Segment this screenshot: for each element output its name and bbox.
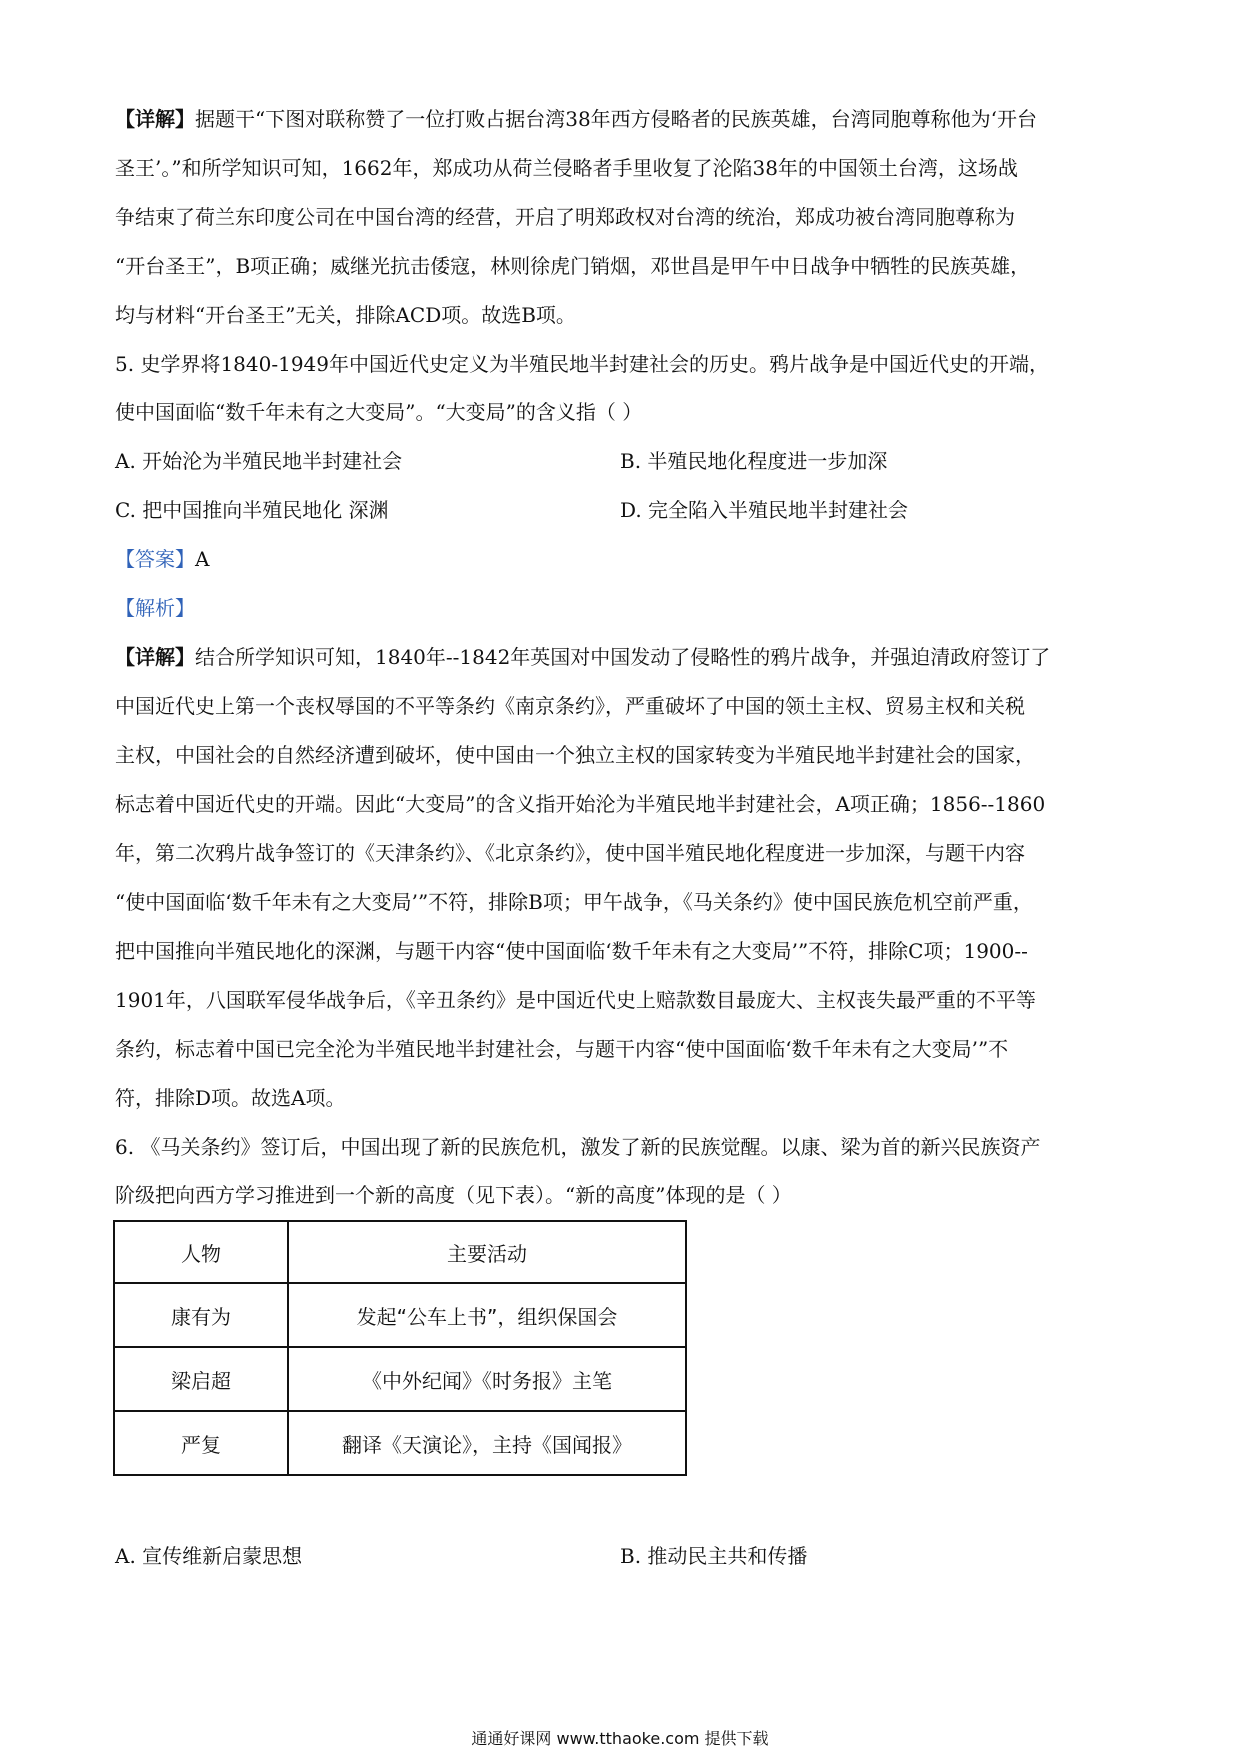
question-5-stem: 使中国面临“数千年未有之大变局”。“大变局”的含义指（ ） bbox=[115, 400, 643, 424]
footer-watermark: 通通好课网 www.tthaoke.com 提供下载 bbox=[471, 1729, 769, 1748]
detail-line: 1901年，八国联军侵华战争后，《辛丑条约》是中国近代史上赔款数目最庞大、主权丧失最严重的不平等 bbox=[115, 988, 1036, 1012]
table-cell: 发起“公车上书”，组织保国会 bbox=[288, 1283, 686, 1347]
table-cell: 康有为 bbox=[114, 1283, 288, 1347]
answer-line bbox=[115, 545, 1125, 573]
detail-line: “开台圣王”，B项正确；威继光抗击倭寇，林则徐虎门销烟，邓世昌是甲午中日战争中牺牲的民族英雄， bbox=[115, 254, 1031, 278]
question-6-stem: 6. 《马关条约》签订后，中国出现了新的民族危机，激发了新的民族觉醒。以康、梁为首的新兴民族资产 bbox=[115, 1135, 1041, 1159]
detail-line: 圣王’。”和所学知识可知，1662年，郑成功从荷兰侵略者手里收复了沦陷38年的中国领土台湾，这场战 bbox=[115, 156, 1018, 180]
analysis-tag: 【解析】 bbox=[115, 596, 195, 620]
detail-tag: 【详解】 bbox=[115, 107, 195, 131]
table-row bbox=[114, 1283, 686, 1347]
detail-line: “使中国面临‘数千年未有之大变局’”不符，排除B项；甲午战争，《马关条约》使中国民族危机空前严重， bbox=[115, 890, 1033, 914]
detail-line: 年，第二次鸦片战争签订的《天津条约》、《北京条约》，使中国半殖民地化程度进一步加深，与题干内容 bbox=[115, 841, 1025, 865]
answer-tag: 【答案】 bbox=[115, 547, 195, 571]
table-row bbox=[114, 1347, 686, 1411]
table-header-cell: 人物 bbox=[114, 1221, 288, 1283]
detail-line: 符，排除D项。故选A项。 bbox=[115, 1086, 346, 1110]
table-row bbox=[114, 1411, 686, 1475]
table-cell: 《中外纪闻》《时务报》主笔 bbox=[288, 1347, 686, 1411]
q5-option-a: A. 开始沦为半殖民地半封建社会 bbox=[115, 449, 403, 473]
detail-tag: 【详解】 bbox=[115, 645, 195, 669]
analysis-line bbox=[115, 594, 1125, 622]
q5-option-b: B. 半殖民地化程度进一步加深 bbox=[620, 449, 888, 473]
detail-line: 条约，标志着中国已完全沦为半殖民地半封建社会，与题干内容“使中国面临‘数千年未有之大变局’”不 bbox=[115, 1037, 1009, 1061]
q6-option-b: B. 推动民主共和传播 bbox=[620, 1544, 808, 1568]
table-header-row bbox=[114, 1221, 686, 1283]
activities-table bbox=[113, 1220, 687, 1476]
question-5-stem: 5. 史学界将1840-1949年中国近代史定义为半殖民地半封建社会的历史。鸦片战争是中国近代史的开端， bbox=[115, 352, 1049, 376]
detail-line: 把中国推向半殖民地化的深渊，与题干内容“使中国面临‘数千年未有之大变局’”不符，排除C项；1900-- bbox=[115, 939, 1028, 963]
detail-line: 争结束了荷兰东印度公司在中国台湾的经营，开启了明郑政权对台湾的统治，郑成功被台湾同胞尊称为 bbox=[115, 205, 1015, 229]
detail-line: 【详解】据题干“下图对联称赞了一位打败占据台湾38年西方侵略者的民族英雄，台湾同胞尊称他为‘开台 bbox=[115, 107, 1038, 131]
q6-option-a: A. 宣传维新启蒙思想 bbox=[115, 1544, 303, 1568]
question-6-stem: 阶级把向西方学习推进到一个新的高度（见下表）。“新的高度”体现的是（ ） bbox=[115, 1183, 792, 1207]
table-cell: 翻译《天演论》，主持《国闻报》 bbox=[288, 1411, 686, 1475]
answer-value: A bbox=[195, 547, 210, 571]
table-cell: 严复 bbox=[114, 1411, 288, 1475]
detail-line: 主权，中国社会的自然经济遭到破坏，使中国由一个独立主权的国家转变为半殖民地半封建社会的国家， bbox=[115, 743, 1035, 767]
detail-line: 【详解】结合所学知识可知，1840年--1842年英国对中国发动了侵略性的鸦片战争，并强迫清政府签订了 bbox=[115, 645, 1051, 669]
table-cell: 梁启超 bbox=[114, 1347, 288, 1411]
detail-line: 标志着中国近代史的开端。因此“大变局”的含义指开始沦为半殖民地半封建社会，A项正确；1856--1860 bbox=[115, 792, 1046, 816]
detail-line: 均与材料“开台圣王”无关，排除ACD项。故选B项。 bbox=[115, 303, 576, 327]
detail-line: 中国近代史上第一个丧权辱国的不平等条约《南京条约》，严重破坏了中国的领土主权、贸易主权和关税 bbox=[115, 694, 1025, 718]
q5-option-d: D. 完全陷入半殖民地半封建社会 bbox=[620, 498, 909, 522]
q5-option-c: C. 把中国推向半殖民地化 深渊 bbox=[115, 498, 389, 522]
table-header-cell: 主要活动 bbox=[288, 1221, 686, 1283]
